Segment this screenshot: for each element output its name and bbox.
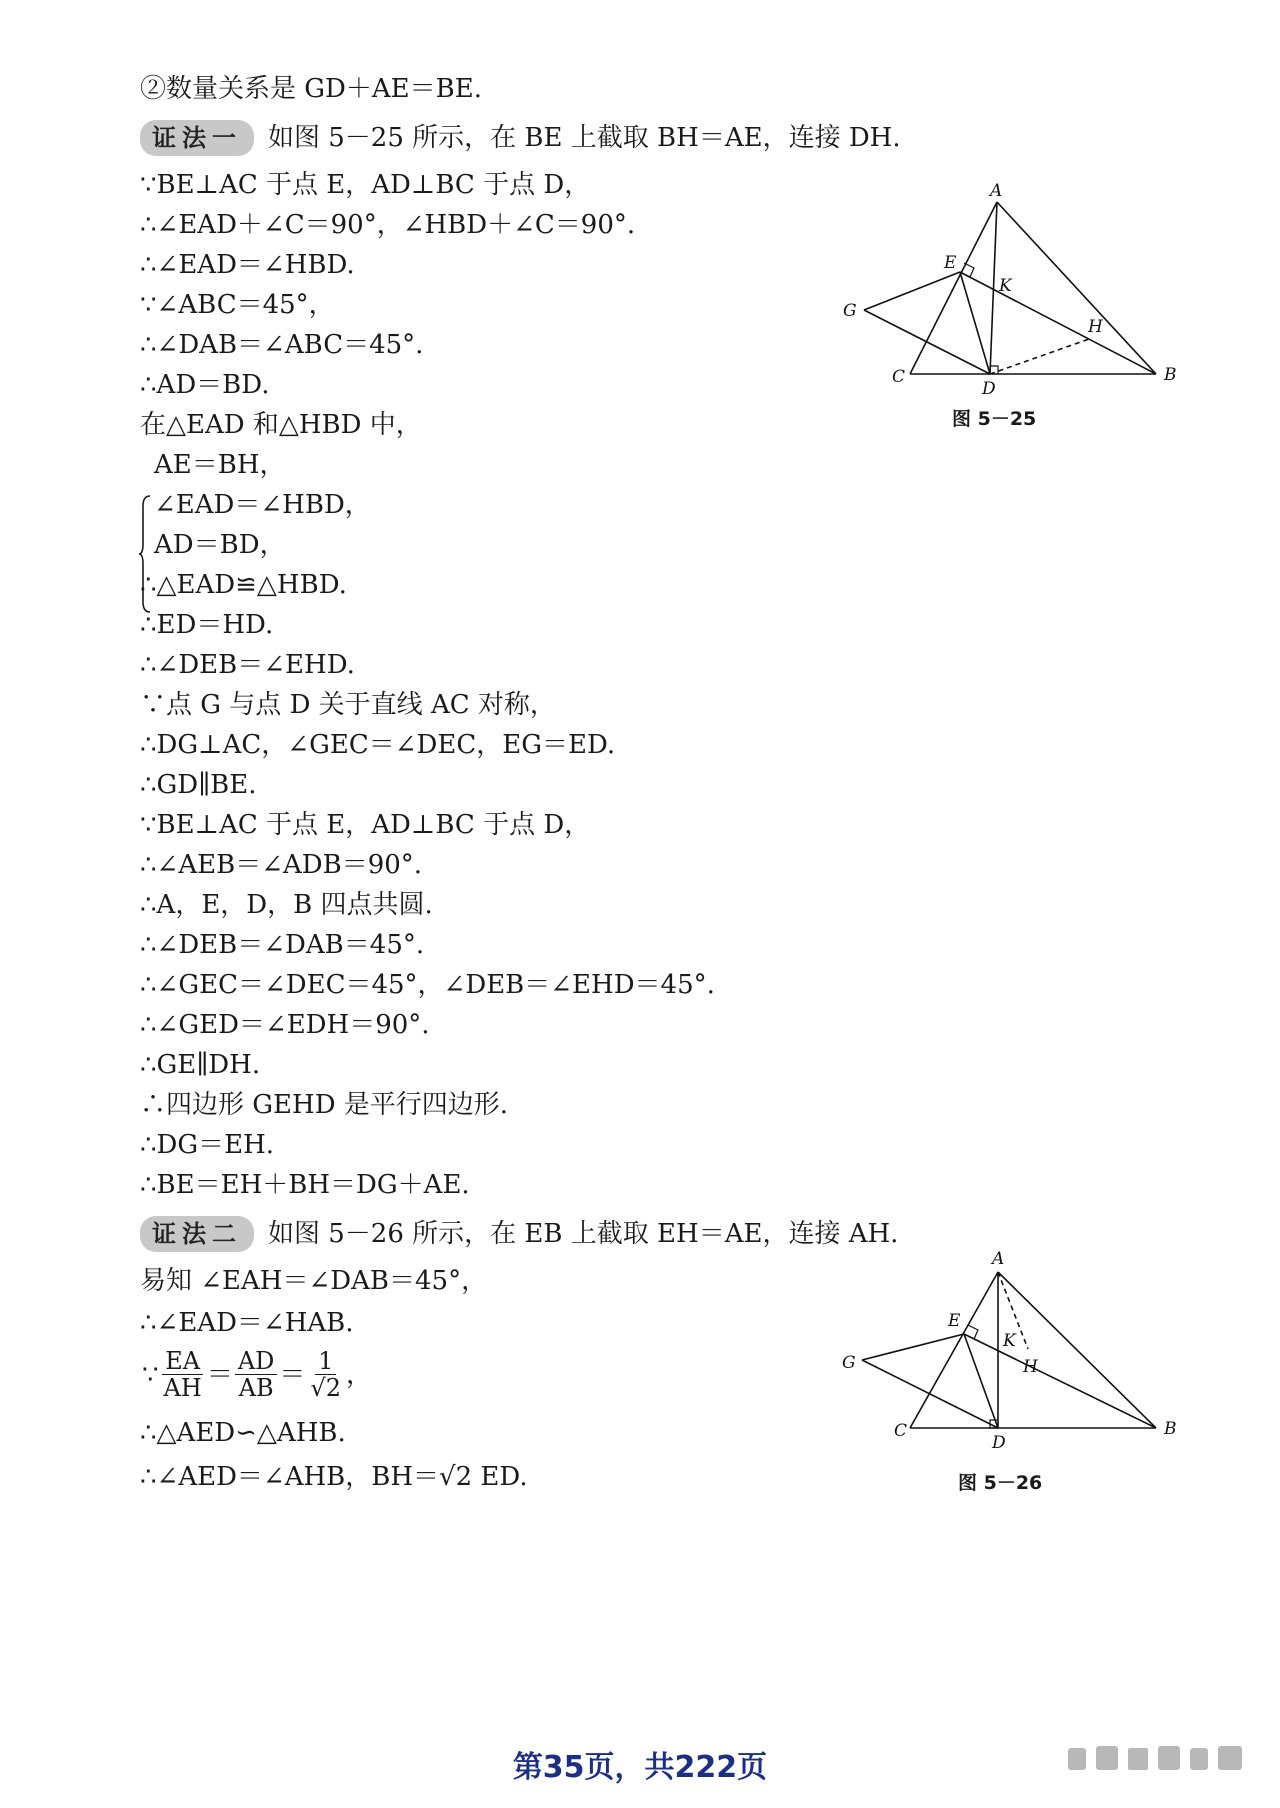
fraction-one-root-two [307,1348,344,1401]
point-label-b: B [1164,365,1177,385]
text-line: ∵BE⊥AC 于点 E，AD⊥BC 于点 D， [140,170,591,200]
fraction-ea-ah [161,1348,205,1401]
text-line: ∴∠DEB＝∠DAB＝45°. [140,930,425,960]
comma: ， [345,1359,372,1390]
point-label-k: K [1003,1331,1016,1351]
text-line: ∴GE∥DH. [140,1050,261,1080]
fraction-denominator: √2 [310,1374,341,1402]
text-line: ∴∠GED＝∠EDH＝90°. [140,1010,430,1040]
text-line: ∴∠EAD＝∠HAB. [140,1308,354,1338]
text-line: ∴∠AED＝∠AHB，BH＝√2 ED. [140,1462,528,1492]
point-label-d: D [982,379,996,399]
text-line: ∴BE＝EH＋BH＝DG＋AE. [140,1170,470,1200]
text-line: 易知 ∠EAH＝∠DAB＝45°， [140,1266,488,1296]
fraction-denominator: AB [238,1374,274,1402]
segment-ed [960,272,990,374]
point-label-d: D [992,1433,1006,1453]
segment-dh [990,338,1092,374]
text-line: ∵BE⊥AC 于点 E，AD⊥BC 于点 D， [140,810,591,840]
text-line: ∴∠GEC＝∠DEC＝45°，∠DEB＝∠EHD＝45°. [140,970,715,1000]
text-line: ∵点 G 与点 D 关于直线 AC 对称， [140,690,556,720]
proof-badge-1: 证法一 [140,120,254,156]
text-line: ∴∠EAD＋∠C＝90°，∠HBD＋∠C＝90°. [140,210,636,240]
text-line: ∴ED＝HD. [140,610,274,640]
segment-ca [910,1272,998,1428]
text-line: ∴△AED∽△AHB. [140,1418,346,1448]
text-line: AE＝BH， [154,450,286,480]
text-line [140,120,901,156]
equals-sign: ＝ [279,1359,306,1390]
fraction-numerator: AD [235,1348,278,1375]
fraction-line [140,1348,374,1401]
fraction-numerator: 1 [315,1348,336,1375]
point-label-h: H [1088,317,1103,337]
text-line: ∴△EAD≌△HBD. [140,570,347,600]
figure-5-25 [820,180,1200,400]
text-line: ②数量关系是 GD＋AE＝BE. [140,74,482,104]
text-line: ∴∠AEB＝∠ADB＝90°. [140,850,423,880]
point-label-h: H [1023,1357,1038,1377]
point-label-a: A [992,1249,1005,1269]
text-line: ∴∠DEB＝∠EHD. [140,650,355,680]
segment-gd [864,310,990,374]
segment-ca [910,202,997,374]
segment-ab [998,1272,1156,1428]
text-line: ∴A，E，D，B 四点共圆. [140,890,433,920]
text-line: ∴∠EAD＝∠HBD. [140,250,355,280]
point-label-b: B [1164,1419,1177,1439]
segment-ab [997,202,1156,374]
text-line: ∴DG＝EH. [140,1130,275,1160]
text-line: ∴四边形 GEHD 是平行四边形. [140,1090,509,1120]
segment-ge [862,1334,964,1360]
text-line-content: 如图 5－25 所示，在 BE 上截取 BH＝AE，连接 DH. [268,123,901,153]
fraction-denominator: AH [163,1374,202,1402]
proof-badge-2: 证法二 [140,1216,254,1252]
figure-caption: 图 5－25 [952,408,1037,430]
fraction-ad-ab [235,1348,278,1401]
point-label-e: E [944,253,957,273]
text-line: ∠EAD＝∠HBD， [154,490,371,520]
watermark-logo [1062,1740,1262,1780]
point-label-c: C [894,1421,908,1441]
figure-5-26 [820,1244,1200,1464]
segment-eb [960,272,1156,374]
text-line-content: 如图 5－26 所示，在 EB 上截取 EH＝AE，连接 AH. [268,1219,899,1249]
fraction-numerator: EA [162,1348,203,1375]
because-symbol: ∵ [142,1359,159,1390]
text-line: ∴GD∥BE. [140,770,257,800]
text-line [140,1216,898,1252]
point-label-a: A [990,181,1003,201]
text-line: AD＝BD， [154,530,286,560]
text-line: 在△EAD 和△HBD 中， [140,410,422,440]
point-label-c: C [892,367,906,387]
point-label-e: E [948,1311,961,1331]
point-label-g: G [842,1353,856,1373]
point-label-k: K [999,276,1012,296]
text-line: ∴∠DAB＝∠ABC＝45°. [140,330,424,360]
page-counter: 第35页，共222页 [512,1750,768,1785]
point-label-g: G [843,301,857,321]
equals-sign: ＝ [206,1359,233,1390]
text-line: ∴DG⊥AC，∠GEC＝∠DEC，EG＝ED. [140,730,616,760]
text-line: ∵∠ABC＝45°， [140,290,335,320]
text-line: ∴AD＝BD. [140,370,270,400]
figure-caption: 图 5－26 [958,1472,1043,1494]
